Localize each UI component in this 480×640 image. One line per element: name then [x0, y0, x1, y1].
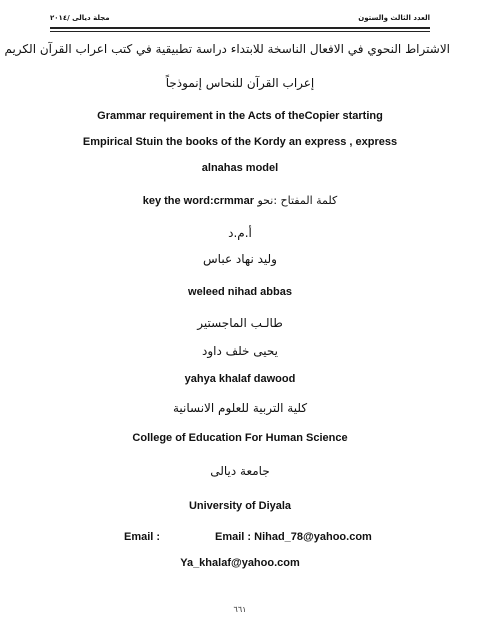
- keywords-arabic: كلمة المفتاح :نحو: [257, 194, 338, 207]
- author1-name-english: weleed nihad abbas: [188, 286, 292, 298]
- university-arabic: جامعة ديالى: [210, 464, 270, 478]
- header-rule-thick: [50, 27, 430, 29]
- email-address-1: Email : Nihad_78@yahoo.com: [215, 531, 372, 543]
- title-arabic: الاشتراط النحوي في الافعال الناسخة للابتداء دراسة تطبيقية في كتب اعراب القرآن الكريم: [4, 42, 450, 56]
- email-label: Email :: [124, 531, 161, 543]
- subtitle-arabic: إعراب القرآن للنحاس إنموذجاً: [165, 76, 315, 90]
- college-english: College of Education For Human Science: [132, 432, 348, 444]
- header-journal: مجلة ديالى /٢٠١٤: [50, 14, 110, 22]
- title-english-line-3: alnahas model: [201, 162, 279, 174]
- university-english: University of Diyala: [188, 500, 292, 512]
- email-address-2: Ya_khalaf@yahoo.com: [180, 557, 300, 569]
- title-english-line-2: Empirical Stuin the books of the Kordy an express , express: [82, 136, 398, 148]
- header-issue: العدد الثالث والستون: [358, 14, 430, 22]
- keywords-english: key the word:crmmar: [142, 195, 254, 207]
- author1-name-arabic: وليد نهاد عباس: [203, 252, 277, 266]
- running-header: [50, 12, 430, 26]
- title-english-line-1: Grammar requirement in the Acts of theCopier starting: [97, 110, 383, 122]
- header-rule-thin: [50, 31, 430, 32]
- author2-name-arabic: يحيى خلف داود: [202, 344, 278, 358]
- academic-rank: أ.م.د: [228, 226, 252, 240]
- student-title-arabic: طالـب الماجستير: [197, 316, 283, 330]
- keywords-row: [30, 194, 450, 207]
- page-number: ٦٦١: [233, 605, 247, 614]
- author2-name-english: yahya khalaf dawood: [184, 373, 296, 385]
- college-arabic: كلية التربية للعلوم الانسانية: [172, 401, 308, 415]
